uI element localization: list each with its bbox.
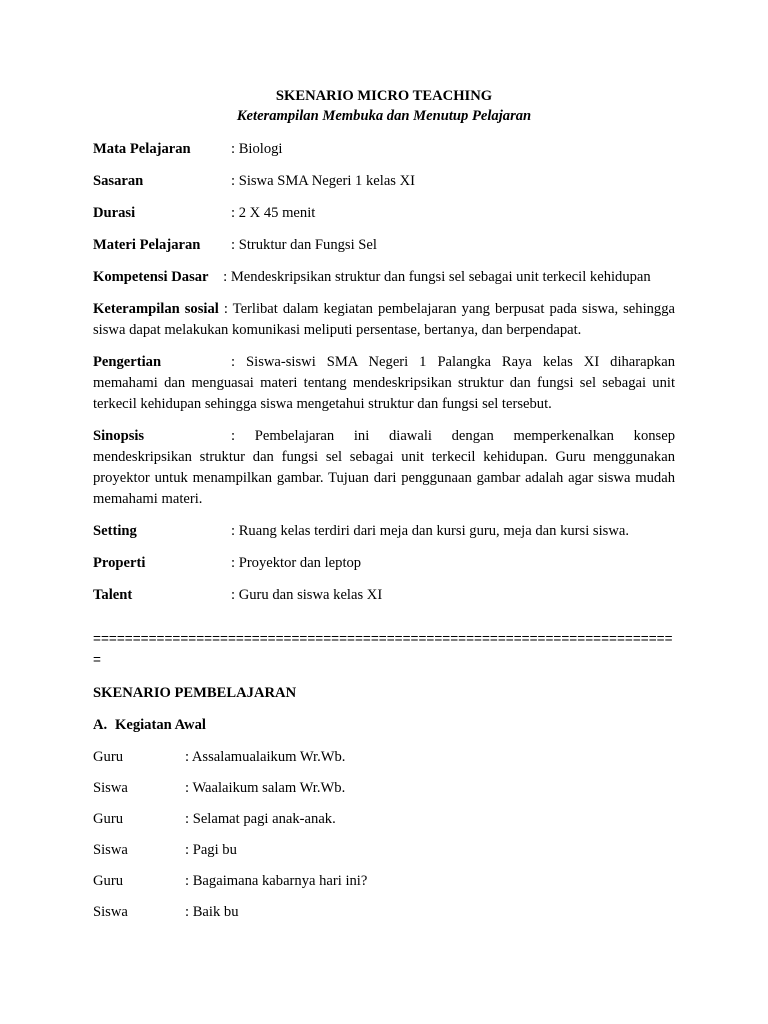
dialogue-text: : Pagi bu [185, 842, 237, 858]
dialogue-speaker: Siswa [93, 842, 128, 858]
field-talent [93, 585, 675, 606]
subsection-heading [93, 715, 675, 736]
document-title: SKENARIO MICRO TEACHING [275, 88, 493, 104]
field-label: Mata Pelajaran [93, 141, 191, 157]
document-subtitle: Keterampilan Membuka dan Menutup Pelajaran [236, 108, 532, 124]
dialogue-speaker: Guru [93, 749, 123, 765]
dialogue-line [93, 902, 675, 923]
field-value: : Siswa SMA Negeri 1 kelas XI [231, 173, 416, 189]
field-label: Pengertian [93, 354, 162, 370]
dialogue-line [93, 778, 675, 799]
dialogue-speaker: Siswa [93, 904, 128, 920]
field-label: Sasaran [93, 173, 144, 189]
dialogue-speaker: Siswa [93, 780, 128, 796]
dialogue-list [93, 747, 675, 923]
field-value: : Siswa-siswi SMA Negeri 1 Palangka Raya kelas XI diharapkan memahami dan menguasai materi tentang mendeskripsikan struktur dan fungsi sel sebagai unit terkecil kehidupan sehingga siswa mengetahui struktur dan fungsi sel tersebut. [93, 354, 675, 412]
dialogue-text: : Selamat pagi anak-anak. [185, 811, 336, 827]
dialogue-line [93, 871, 675, 892]
field-pengertian [93, 352, 675, 415]
field-keterampilan-sosial [93, 299, 675, 341]
field-setting [93, 521, 675, 542]
field-value: : Ruang kelas terdiri dari meja dan kursi guru, meja dan kursi siswa. [231, 523, 629, 539]
field-label: Properti [93, 555, 146, 571]
field-value: : Proyektor dan leptop [231, 555, 362, 571]
field-materi-pelajaran [93, 235, 675, 256]
field-value: : Mendeskripsikan struktur dan fungsi sel sebagai unit terkecil kehidupan [223, 269, 651, 285]
field-sasaran [93, 171, 675, 192]
field-label: Kompetensi Dasar [93, 269, 209, 285]
section-divider: ========================================================================== [93, 631, 673, 667]
dialogue-text: : Bagaimana kabarnya hari ini? [185, 873, 368, 889]
field-value: : Guru dan siswa kelas XI [231, 587, 383, 603]
field-label: Keterampilan sosial [93, 301, 219, 317]
dialogue-text: : Baik bu [185, 904, 239, 920]
field-label: Durasi [93, 205, 136, 221]
field-value: : 2 X 45 menit [231, 205, 316, 221]
section-title: SKENARIO PEMBELAJARAN [93, 685, 297, 701]
dialogue-text: : Assalamualaikum Wr.Wb. [185, 749, 346, 765]
field-properti [93, 553, 675, 574]
dialogue-speaker: Guru [93, 811, 123, 827]
dialogue-line [93, 809, 675, 830]
document-content [93, 86, 675, 933]
field-label: Materi Pelajaran [93, 237, 201, 253]
field-value: : Biologi [231, 141, 283, 157]
field-durasi [93, 203, 675, 224]
field-value: : Terlibat dalam kegiatan pembelajaran yang berpusat pada siswa, sehingga siswa dapat melakukan komunikasi meliputi persentase, bertanya, dan berpendapat. [93, 301, 676, 338]
field-label: Talent [93, 587, 133, 603]
field-sinopsis [93, 426, 675, 510]
subsection-title: Kegiatan Awal [115, 717, 206, 733]
field-value: : Pembelajaran ini diawali dengan memperkenalkan konsep mendeskripsikan struktur dan fungsi sel sebagai unit terkecil kehidupan. Guru menggunakan proyektor untuk menampilkan gambar. Tujuan dari penggunaan gambar adalah agar siswa mudah memahami materi. [93, 428, 675, 507]
subsection-number: A. [93, 717, 108, 733]
field-value: : Struktur dan Fungsi Sel [231, 237, 377, 253]
field-kompetensi-dasar [93, 267, 675, 288]
field-mata-pelajaran [93, 139, 675, 160]
dialogue-speaker: Guru [93, 873, 123, 889]
dialogue-text: : Waalaikum salam Wr.Wb. [185, 780, 346, 796]
dialogue-line [93, 747, 675, 768]
field-label: Sinopsis [93, 428, 145, 444]
field-label: Setting [93, 523, 137, 539]
dialogue-line [93, 840, 675, 861]
